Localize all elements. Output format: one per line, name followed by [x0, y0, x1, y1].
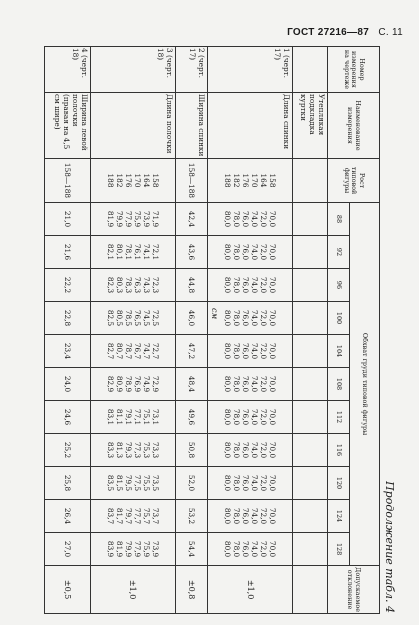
value-cell: 49,6	[176, 401, 208, 434]
chest-size-92: 92	[328, 236, 350, 269]
head-group: Обхват груди типовой фигуры	[350, 203, 380, 566]
measure-name: Длина спинки	[208, 93, 293, 159]
tolerance-cell: ±1,0	[208, 566, 293, 614]
value-cell: 25,2	[45, 434, 91, 467]
value-cell	[293, 302, 328, 335]
table-row	[293, 47, 328, 614]
value-cell: 21,0	[45, 203, 91, 236]
figure-height: 158—188	[176, 159, 208, 203]
value-cell: 70,0 72,0 74,0 76,0 78,0 80,0	[208, 269, 293, 302]
value-cell: 73,7 75,7 77,7 79,7 81,7 83,7	[90, 500, 175, 533]
value-cell: 70,0 72,0 74,0 76,0 78,0 80,0	[208, 500, 293, 533]
measure-number: 2 (черт. 17)	[176, 47, 208, 93]
tolerance-cell	[293, 566, 328, 614]
measure-number: 3 (черт. 18)	[90, 47, 175, 93]
value-cell: 21,6	[45, 236, 91, 269]
value-cell: 70,0 72,0 74,0 76,0 78,0 80,0	[208, 434, 293, 467]
value-cell: 70,0 72,0 74,0 76,0 78,0 80,0	[208, 335, 293, 368]
value-cell: 42,4	[176, 203, 208, 236]
value-cell: 71,9 73,9 75,9 77,9 79,9 81,9	[90, 203, 175, 236]
head-name: Наименование измерения	[328, 93, 380, 159]
value-cell: 22,2	[45, 269, 91, 302]
value-cell: 70,0 72,0 74,0 76,0 78,0 80,0	[208, 467, 293, 500]
table-row	[176, 47, 208, 614]
measure-number: 4 (черт. 18)	[45, 47, 91, 93]
chest-size-116: 116	[328, 434, 350, 467]
value-cell	[293, 269, 328, 302]
chest-size-96: 96	[328, 269, 350, 302]
head-tolerance: Допускаемое отклонение	[328, 566, 380, 614]
value-cell	[293, 335, 328, 368]
value-cell: 73,9 75,9 77,9 79,9 81,9 83,9	[90, 533, 175, 566]
table-row	[45, 47, 91, 614]
tolerance-cell: ±1,0	[90, 566, 175, 614]
value-cell	[293, 401, 328, 434]
head-height: Рост типовой фигуры	[328, 159, 380, 203]
value-cell	[293, 467, 328, 500]
value-cell: 72,5 74,5 76,5 78,5 80,5 82,5	[90, 302, 175, 335]
measure-name: Ширина спинки	[176, 93, 208, 159]
value-cell: 27,0	[45, 533, 91, 566]
value-cell: 53,2	[176, 500, 208, 533]
value-cell: 22,8	[45, 302, 91, 335]
value-cell: 72,3 74,3 76,3 78,3 80,3 82,3	[90, 269, 175, 302]
value-cell	[293, 203, 328, 236]
standard-code: ГОСТ 27216—87	[287, 27, 370, 38]
rotated-table-block	[44, 46, 400, 613]
value-cell: 73,1 75,1 77,1 79,1 81,1 83,1	[90, 401, 175, 434]
chest-size-88: 88	[328, 203, 350, 236]
table-row	[90, 47, 175, 614]
value-cell: 23,4	[45, 335, 91, 368]
value-cell: 70,0 72,0 74,0 76,0 78,0 80,0	[208, 302, 293, 335]
value-cell: 70,0 72,0 74,0 76,0 78,0 80,0	[208, 533, 293, 566]
chest-size-120: 120	[328, 467, 350, 500]
measure-name: Длина полочки	[90, 93, 175, 159]
page-number: С. 11	[378, 27, 403, 38]
measure-name: Утеплякая подкладка куртки	[293, 93, 328, 159]
value-cell	[293, 533, 328, 566]
table-body	[45, 47, 328, 614]
value-cell: 26,4	[45, 500, 91, 533]
value-cell: 46,0	[176, 302, 208, 335]
table-row	[208, 47, 293, 614]
tolerance-cell: ±0,5	[45, 566, 91, 614]
value-cell: 70,0 72,0 74,0 76,0 78,0 80,0	[208, 236, 293, 269]
page-header	[287, 27, 403, 38]
value-cell: 24,0	[45, 368, 91, 401]
value-cell: 70,0 72,0 74,0 76,0 78,0 80,0	[208, 401, 293, 434]
value-cell: 50,8	[176, 434, 208, 467]
value-cell: 47,2	[176, 335, 208, 368]
value-cell: 72,9 74,9 76,9 78,9 80,9 82,9	[90, 368, 175, 401]
chest-size-108: 108	[328, 368, 350, 401]
tolerance-cell: ±0,8	[176, 566, 208, 614]
figure-height: 158 164 170 176 182 188	[208, 159, 293, 203]
value-cell: 72,1 74,1 76,1 78,1 80,1 82,1	[90, 236, 175, 269]
chest-size-104: 104	[328, 335, 350, 368]
value-cell: 70,0 72,0 74,0 76,0 78,0 80,0	[208, 203, 293, 236]
value-cell	[293, 434, 328, 467]
value-cell: 43,6	[176, 236, 208, 269]
figure-height: 158 164 170 176 182 188	[90, 159, 175, 203]
chest-size-112: 112	[328, 401, 350, 434]
value-cell: 25,8	[45, 467, 91, 500]
value-cell: 44,8	[176, 269, 208, 302]
chest-size-100: 100	[328, 302, 350, 335]
head-number: Номер измерения на чертеже	[328, 47, 380, 93]
value-cell: 70,0 72,0 74,0 76,0 78,0 80,0	[208, 368, 293, 401]
measure-number	[293, 47, 328, 93]
figure-height: 158—188	[45, 159, 91, 203]
value-cell: 48,4	[176, 368, 208, 401]
chest-size-128: 128	[328, 533, 350, 566]
value-cell	[293, 236, 328, 269]
value-cell: 73,3 75,3 77,3 79,3 81,3 83,3	[90, 434, 175, 467]
figure-height	[293, 159, 328, 203]
value-cell: 72,7 74,7 76,7 78,7 80,7 82,7	[90, 335, 175, 368]
value-cell: 54,4	[176, 533, 208, 566]
value-cell: 73,5 75,5 77,5 79,5 81,5 83,5	[90, 467, 175, 500]
measure-name: Ширина левой полочки (правая на 4,5 см шире)	[45, 93, 91, 159]
value-cell	[293, 500, 328, 533]
measure-number: 1 (черт. 17)	[208, 47, 293, 93]
value-cell	[293, 368, 328, 401]
measurement-table	[44, 46, 380, 614]
table-caption: Продолжение табл. 4	[383, 481, 396, 613]
value-cell: 24,6	[45, 401, 91, 434]
unit-label: см	[210, 308, 219, 320]
value-cell: 52,0	[176, 467, 208, 500]
chest-size-124: 124	[328, 500, 350, 533]
